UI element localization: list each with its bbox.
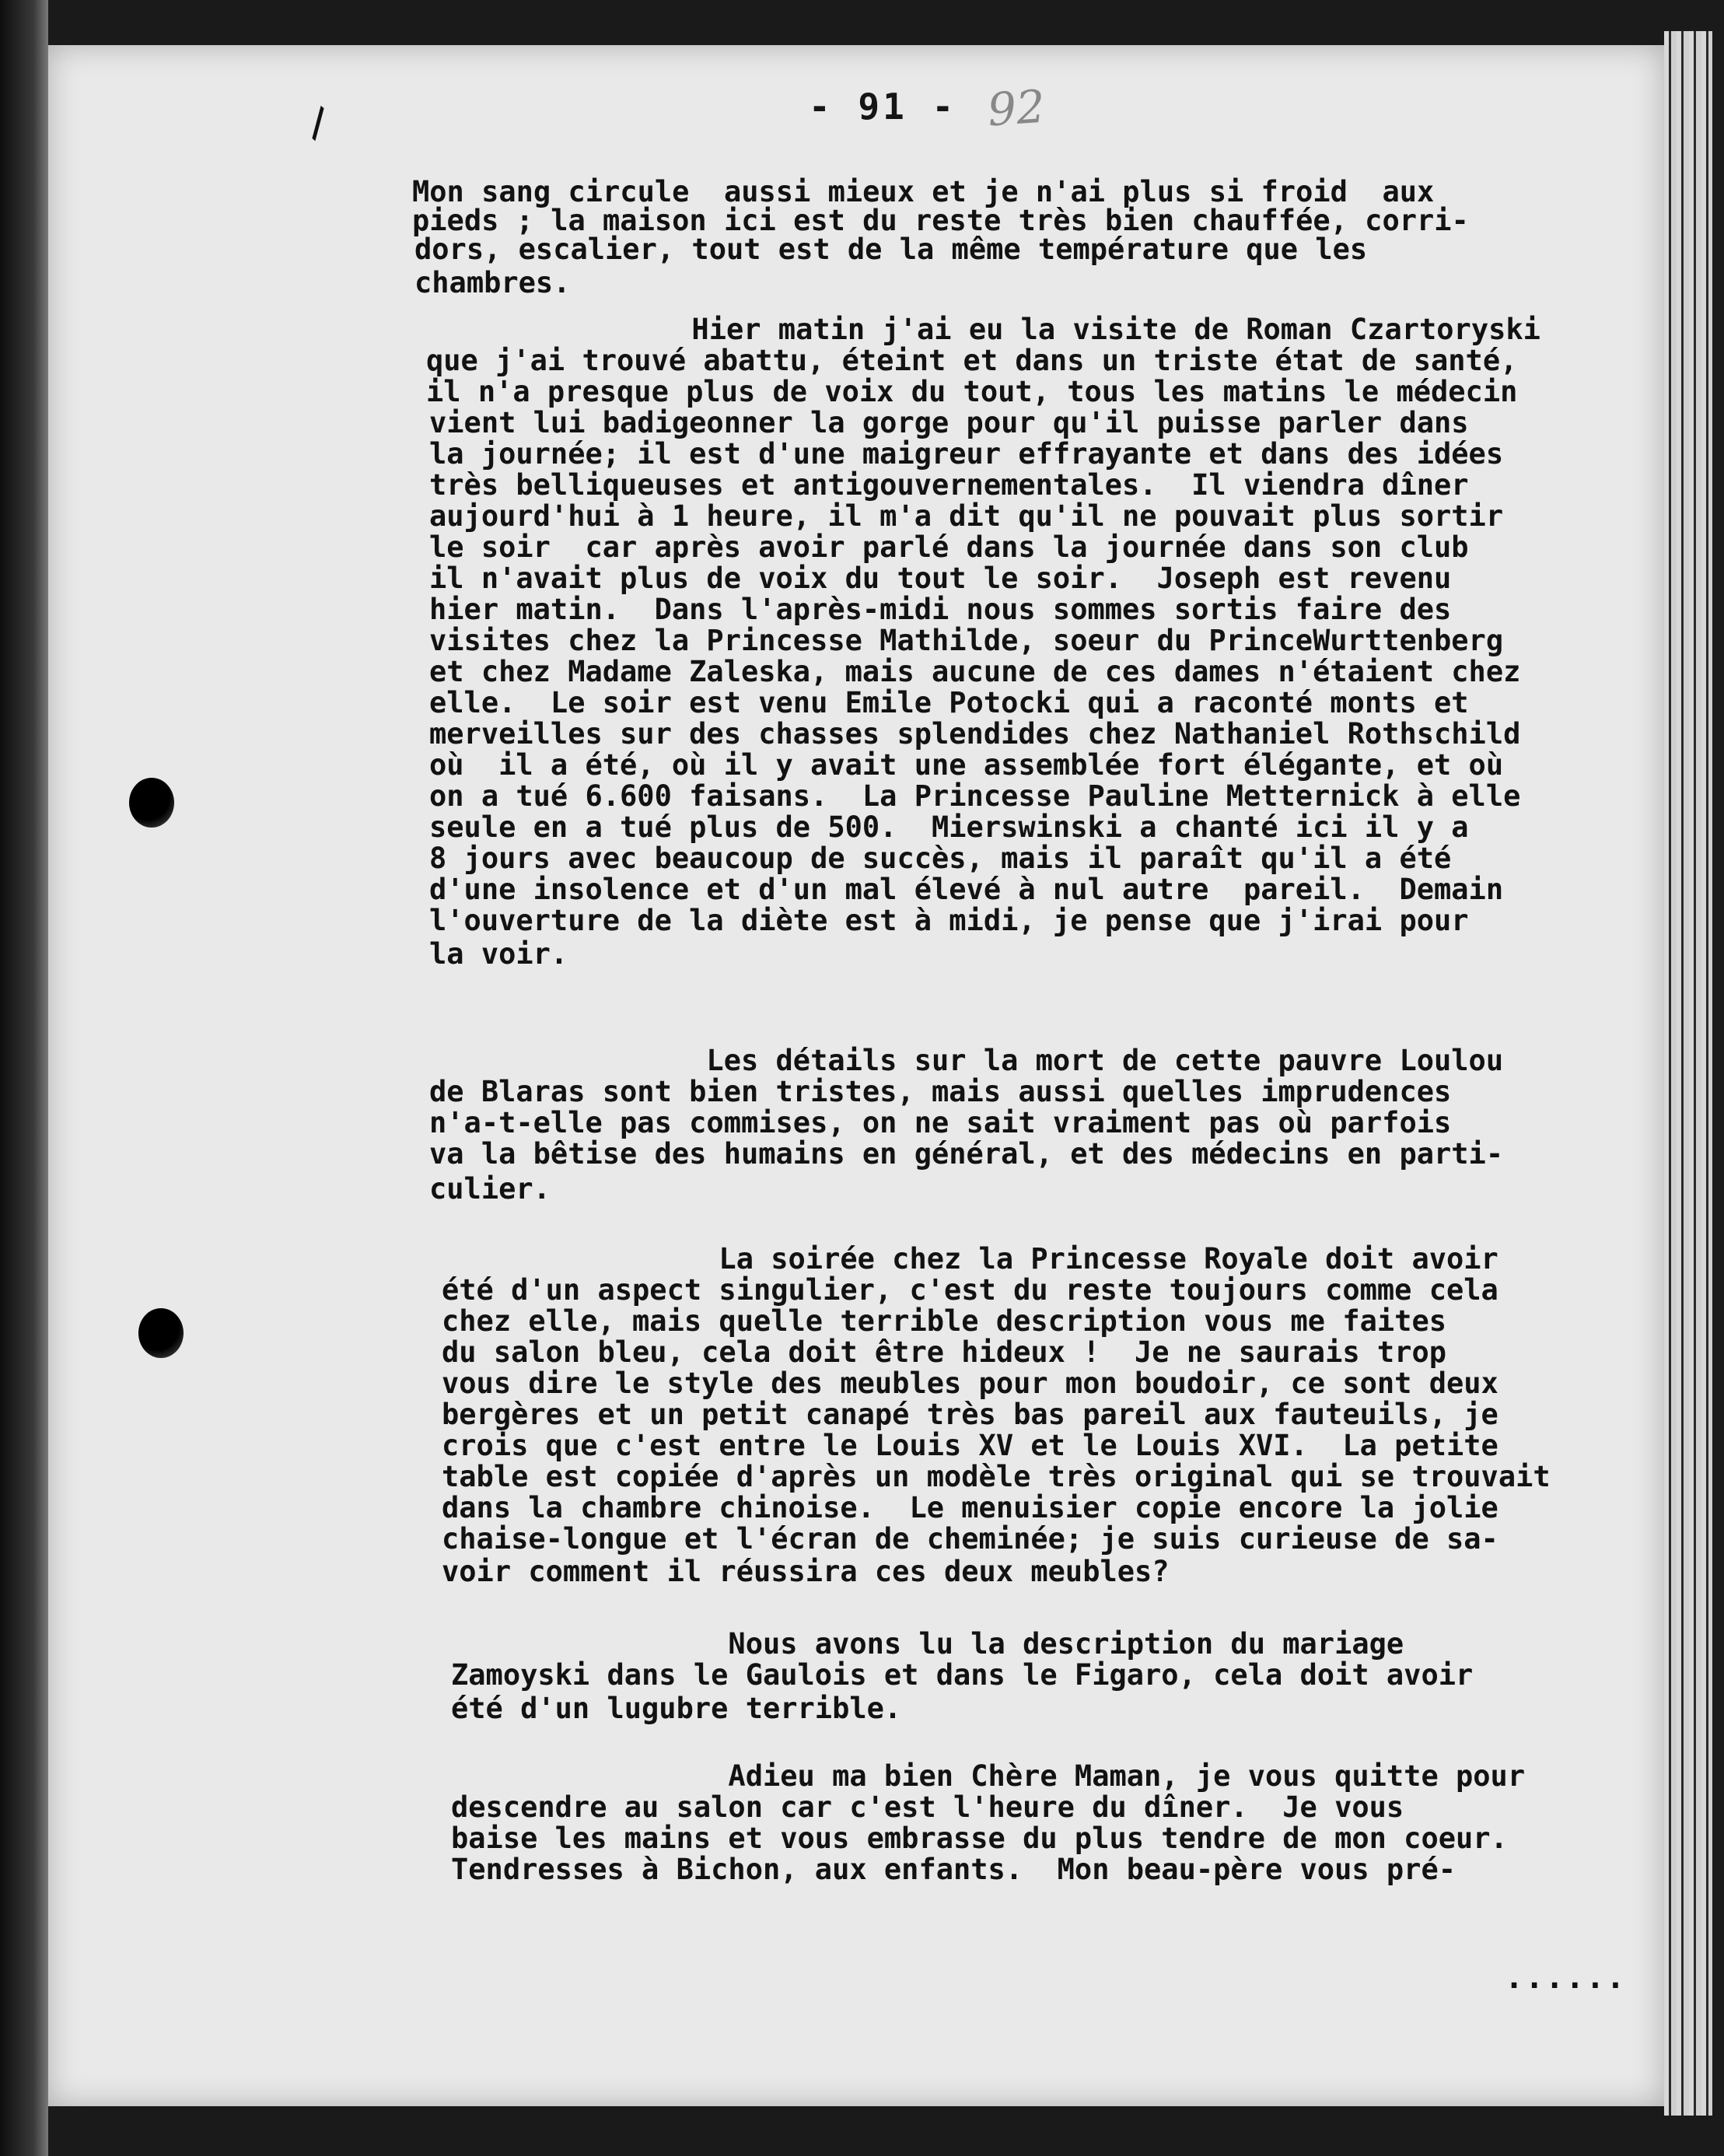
text-line: Zamoyski dans le Gaulois et dans le Figaro, cela doit avoir xyxy=(451,1658,1474,1692)
text-line: la journée; il est d'une maigreur effrayante et dans des idées xyxy=(429,437,1504,471)
text-line: vient lui badigeonner la gorge pour qu'il puisse parler dans xyxy=(429,406,1469,439)
text-line: Les détails sur la mort de cette pauvre Loulou xyxy=(429,1044,1504,1077)
text-line: vous dire le style des meubles pour mon boudoir, ce sont deux xyxy=(442,1367,1498,1400)
text-line: chaise-longue et l'écran de cheminée; je suis curieuse de sa- xyxy=(442,1522,1498,1556)
text-line: merveilles sur des chasses splendides chez Nathaniel Rothschild xyxy=(429,717,1521,751)
text-line: été d'un lugubre terrible. xyxy=(451,1692,902,1725)
punch-hole xyxy=(138,1308,184,1358)
text-line: descendre au salon car c'est l'heure du dîner. Je vous xyxy=(451,1790,1404,1824)
text-line: hier matin. Dans l'après-midi nous sommes sortis faire des xyxy=(429,593,1452,626)
text-line: il n'avait plus de voix du tout le soir. Joseph est revenu xyxy=(429,562,1452,595)
text-line: le soir car après avoir parlé dans la journée dans son club xyxy=(429,530,1469,564)
text-line: Tendresses à Bichon, aux enfants. Mon beau-père vous pré- xyxy=(451,1853,1456,1886)
text-line: Adieu ma bien Chère Maman, je vous quitte pour xyxy=(451,1759,1526,1793)
text-line: on a tué 6.600 faisans. La Princesse Pauline Metternick à elle xyxy=(429,779,1521,813)
text-line: et chez Madame Zaleska, mais aucune de ces dames n'étaient chez xyxy=(429,655,1521,688)
text-line: où il a été, où il y avait une assemblée fort élégante, et où xyxy=(429,748,1504,782)
text-line: chez elle, mais quelle terrible description vous me faites xyxy=(442,1304,1447,1338)
text-line: aujourd'hui à 1 heure, il m'a dit qu'il ne pouvait plus sortir xyxy=(429,499,1504,533)
text-line: il n'a presque plus de voix du tout, tous les matins le médecin xyxy=(426,375,1518,408)
text-line: d'une insolence et d'un mal élevé à nul autre pareil. Demain xyxy=(429,873,1504,906)
text-line: la voir. xyxy=(429,937,568,971)
continuation-dots: ...... xyxy=(1505,1960,1627,1996)
text-line: culier. xyxy=(429,1172,551,1206)
page-stack-edge xyxy=(1664,31,1712,2116)
text-line: été d'un aspect singulier, c'est du reste toujours comme cela xyxy=(442,1273,1498,1307)
text-line: que j'ai trouvé abattu, éteint et dans un triste état de santé, xyxy=(426,344,1518,377)
text-line: dors, escalier, tout est de la même température que les xyxy=(414,233,1368,266)
text-line: dans la chambre chinoise. Le menuisier copie encore la jolie xyxy=(442,1491,1498,1524)
page-number: - 91 - xyxy=(809,86,957,128)
text-line: du salon bleu, cela doit être hideux ! Je ne saurais trop xyxy=(442,1335,1447,1369)
text-line: pieds ; la maison ici est du reste très bien chauffée, corri- xyxy=(412,204,1469,237)
text-line: elle. Le soir est venu Emile Potocki qui a raconté monts et xyxy=(429,686,1469,719)
text-line: La soirée chez la Princesse Royale doit avoir xyxy=(442,1242,1498,1276)
text-line: l'ouverture de la diète est à midi, je pense que j'irai pour xyxy=(429,904,1469,937)
ink-mark: \ xyxy=(295,99,341,147)
text-line: voir comment il réussira ces deux meubles? xyxy=(442,1555,1170,1588)
text-line: chambres. xyxy=(414,266,571,299)
text-line: 8 jours avec beaucoup de succès, mais il paraît qu'il a été xyxy=(429,842,1452,875)
text-line: Hier matin j'ai eu la visite de Roman Czartoryski xyxy=(414,313,1540,346)
text-line: bergères et un petit canapé très bas pareil aux fauteuils, je xyxy=(442,1398,1498,1431)
punch-hole xyxy=(129,778,174,828)
handwritten-page-number: 92 xyxy=(985,79,1047,137)
text-line: table est copiée d'après un modèle très original qui se trouvait xyxy=(442,1460,1551,1493)
text-line: baise les mains et vous embrasse du plus tendre de mon coeur. xyxy=(451,1822,1508,1855)
text-line: va la bêtise des humains en général, et des médecins en parti- xyxy=(429,1137,1504,1171)
scan-left-edge xyxy=(0,0,48,2156)
text-line: seule en a tué plus de 500. Mierswinski a chanté ici il y a xyxy=(429,810,1469,844)
text-line: Nous avons lu la description du mariage xyxy=(451,1627,1404,1661)
text-line: visites chez la Princesse Mathilde, soeur du PrinceWurttenberg xyxy=(429,624,1504,657)
text-line: n'a-t-elle pas commises, on ne sait vraiment pas où parfois xyxy=(429,1106,1452,1139)
text-line: très belliqueuses et antigouvernementales. Il viendra dîner xyxy=(429,468,1469,502)
text-line: crois que c'est entre le Louis XV et le Louis XVI. La petite xyxy=(442,1429,1498,1462)
text-line: Mon sang circule aussi mieux et je n'ai plus si froid aux xyxy=(412,175,1435,208)
text-line: de Blaras sont bien tristes, mais aussi quelles imprudences xyxy=(429,1075,1452,1108)
